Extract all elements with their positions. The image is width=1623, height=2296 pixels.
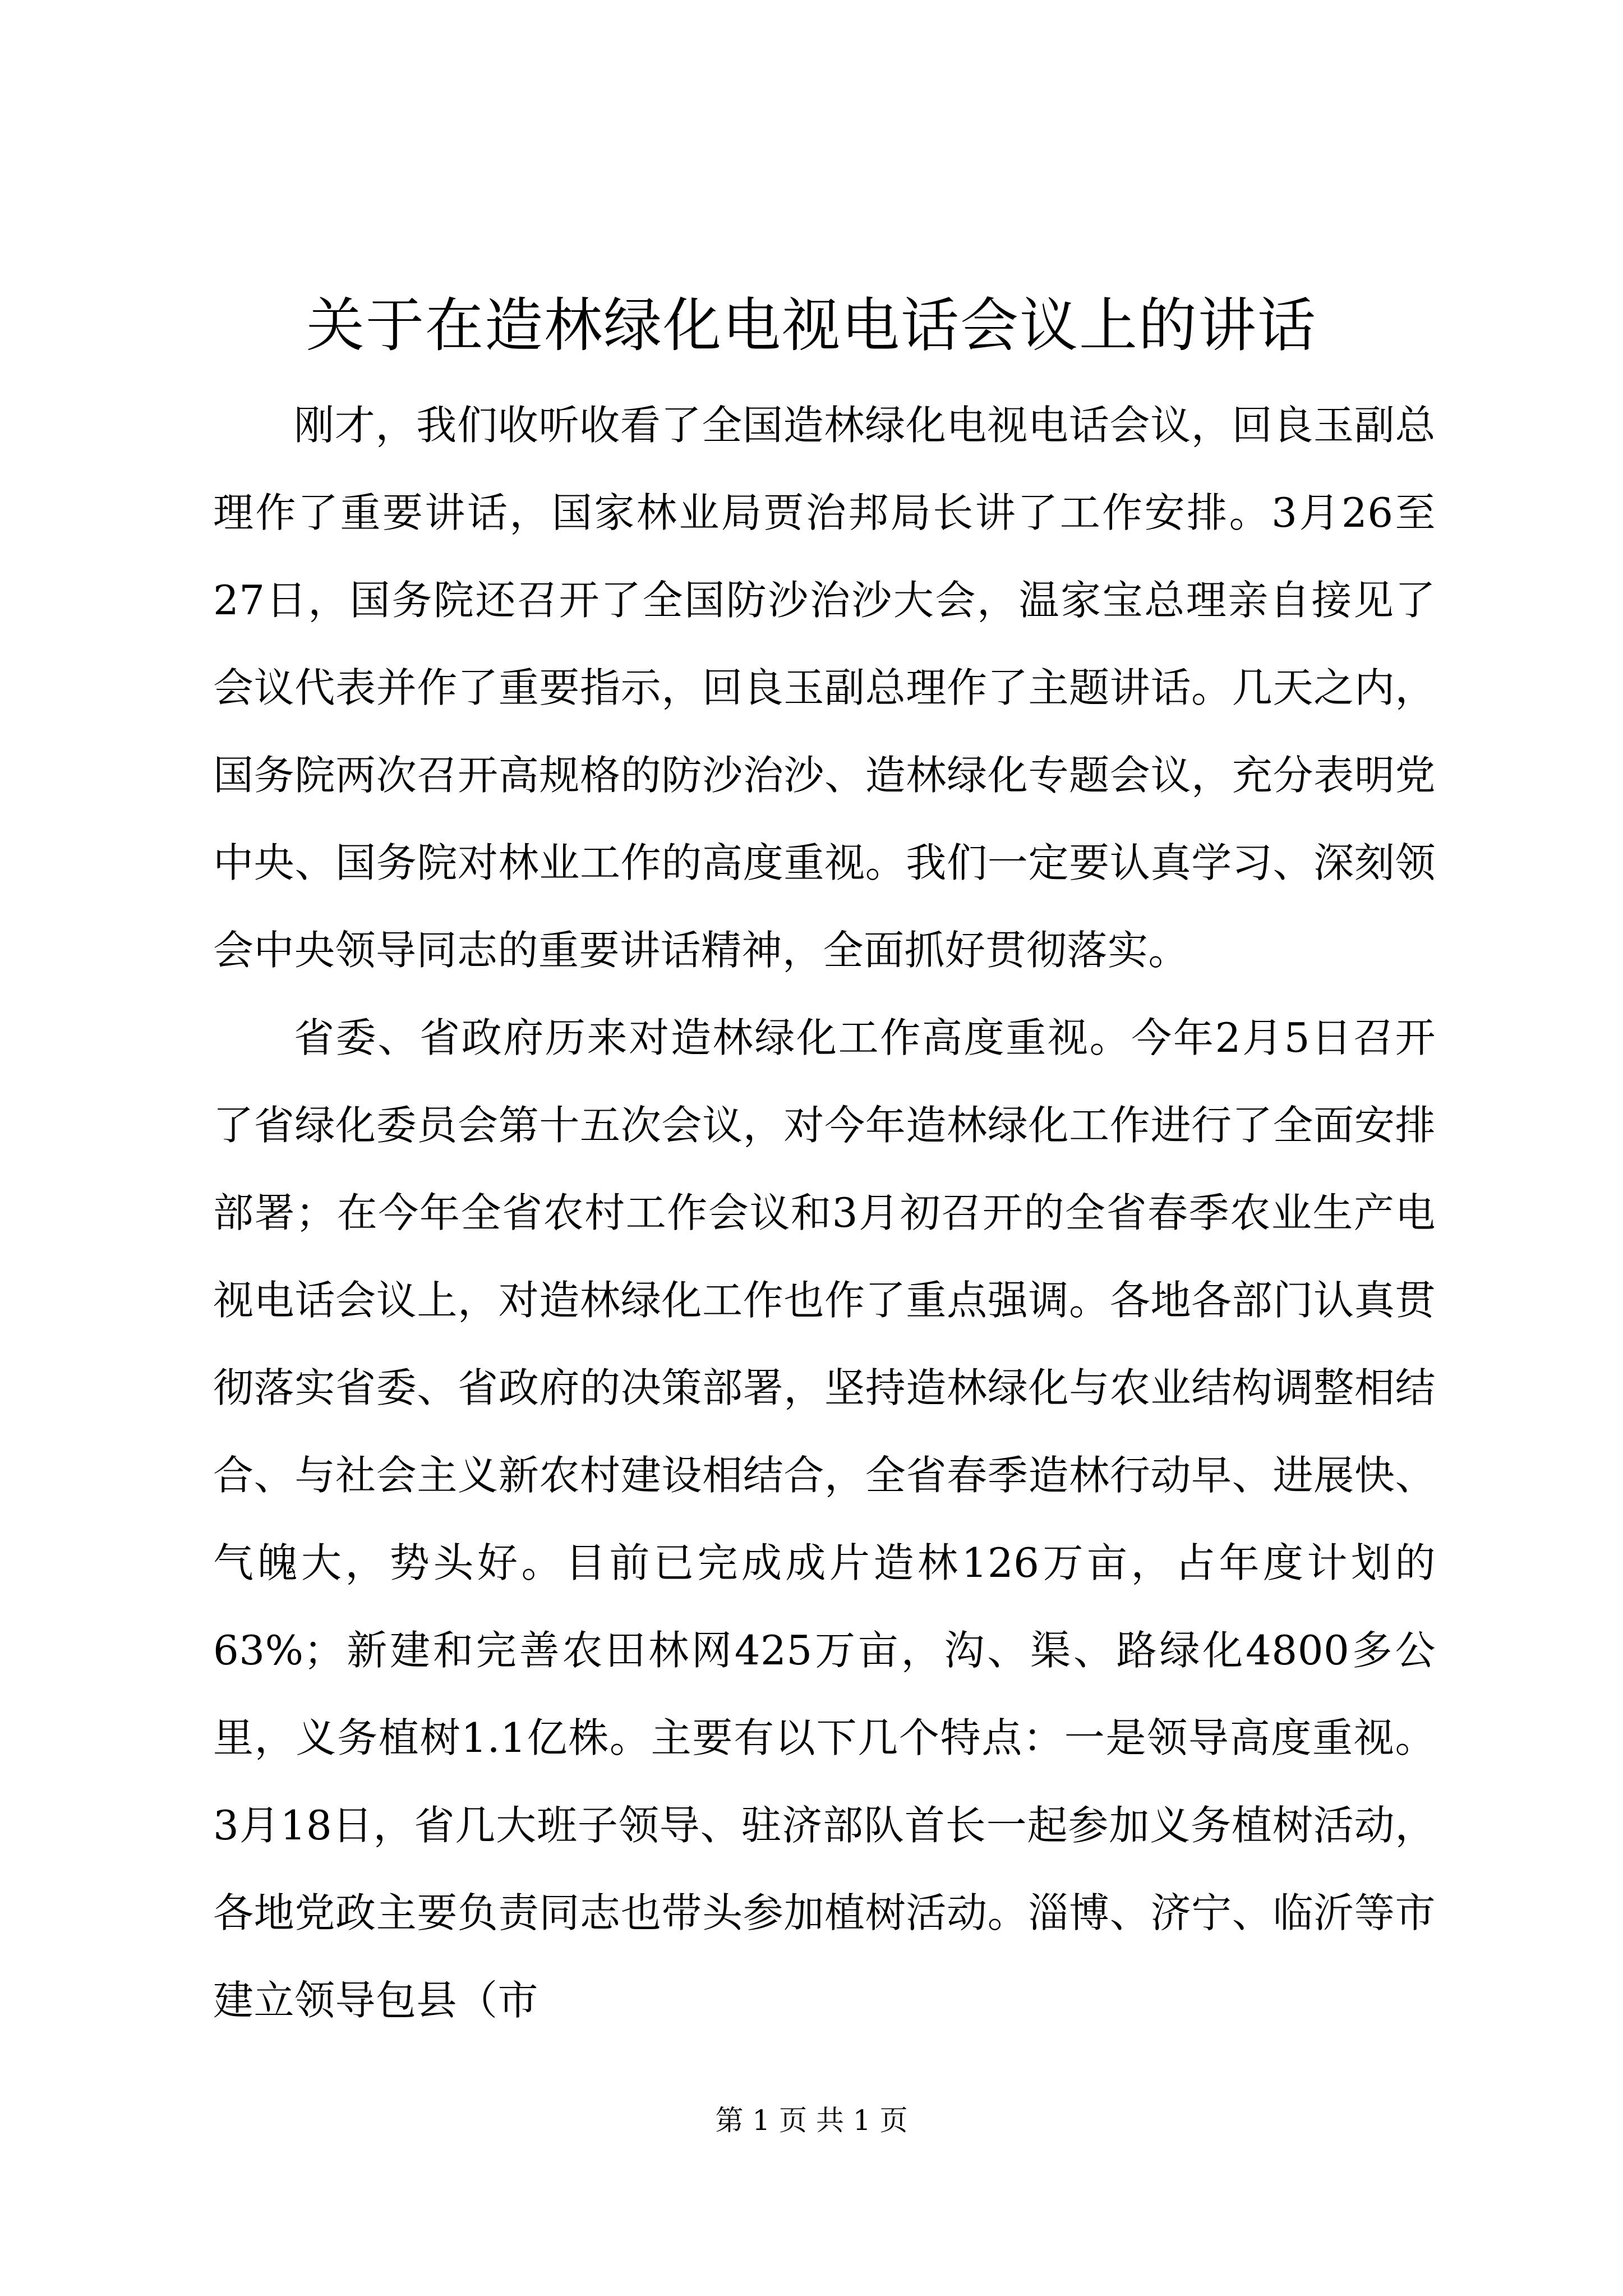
paragraph-2: 省委、省政府历来对造林绿化工作高度重视。今年2月5日召开了省绿化委员会第十五次会议，对今年造林绿化工作进行了全面安排部署；在今年全省农村工作会议和3月初召开的全省春季农业生产电视电话会议上，对造林绿化工作也作了重点强调。各地各部门认真贯彻落实省委、省政府的决策部署，坚持造林绿化与农业结构调整相结合、与社会主义新农村建设相结合，全省春季造林行动早、进展快、气魄大，势头好。目前已完成成片造林126万亩，占年度计划的63%；新建和完善农田林网425万亩，沟、渠、路绿化4800多公里，义务植树1.1亿株。主要有以下几个特点：一是领导高度重视。3月18日，省几大班子领导、驻济部队首长一起参加义务植树活动，各地党政主要负责同志也带头参加植树活动。淄博、济宁、临沂等市建立领导包县（市 <box>213 1014 1436 2024</box>
page-footer: 第 1 页 共 1 页 <box>715 2104 908 2137</box>
document-title: 关于在造林绿化电视电话会议上的讲话 <box>306 291 1317 360</box>
document-body <box>213 381 1436 2044</box>
paragraph-1: 刚才，我们收听收看了全国造林绿化电视电话会议，回良玉副总理作了重要讲话，国家林业局贾治邦局长讲了工作安排。3月26至27日，国务院还召开了全国防沙治沙大会，温家宝总理亲自接见了会议代表并作了重要指示，回良玉副总理作了主题讲话。几天之内，国务院两次召开高规格的防沙治沙、造林绿化专题会议，充分表明党中央、国务院对林业工作的高度重视。我们一定要认真学习、深刻领会中央领导同志的重要讲话精神，全面抓好贯彻落实。 <box>213 402 1436 974</box>
